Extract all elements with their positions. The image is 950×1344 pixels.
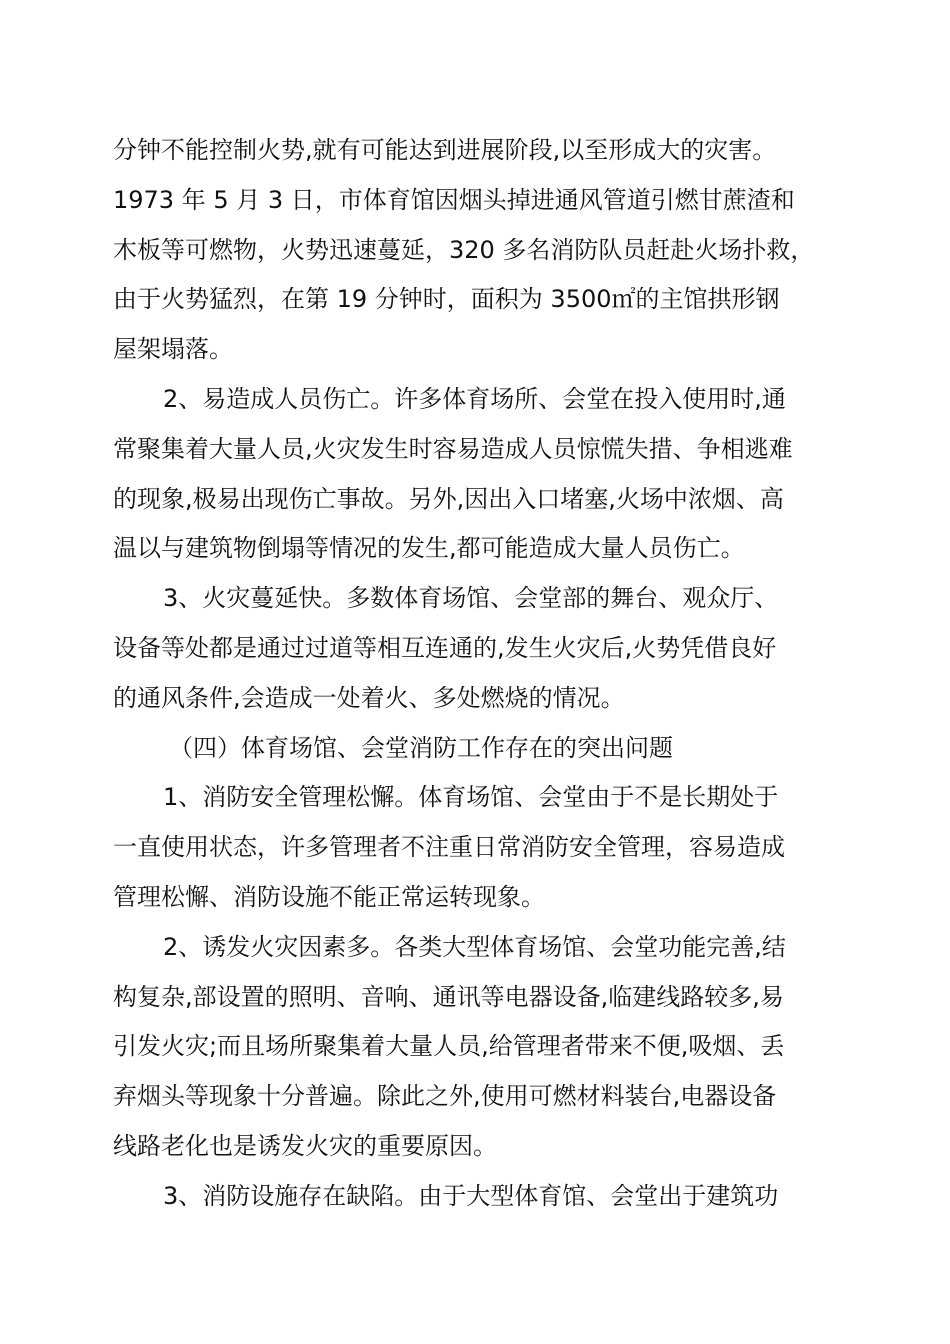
text-line: 由于火势猛烈，在第 19 分钟时，面积为 3500㎡的主馆拱形钢 — [113, 285, 780, 314]
text-line: 弃烟头等现象十分普遍。除此之外,使用可燃材料装台,电器设备 — [113, 1082, 777, 1111]
paragraph-start-line: 3、火灾蔓延快。多数体育场馆、会堂部的舞台、观众厅、 — [163, 584, 779, 613]
text-line: 管理松懈、消防设施不能正常运转现象。 — [113, 882, 545, 911]
text-line: 屋架塌落。 — [113, 335, 233, 364]
text-line: 的现象,极易出现伤亡事故。另外,因出入口堵塞,火场中浓烟、高 — [113, 484, 784, 513]
paragraph-start-line: 2、诱发火灾因素多。各类大型体育场馆、会堂功能完善,结 — [163, 932, 786, 961]
text-line: 温以与建筑物倒塌等情况的发生,都可能造成大量人员伤亡。 — [113, 534, 745, 563]
text-line: 1973 年 5 月 3 日，市体育馆因烟头掉进通风管道引燃甘蔗渣和 — [113, 185, 795, 214]
text-line: 线路老化也是诱发火灾的重要原因。 — [113, 1131, 497, 1160]
paragraph-start-line: 3、消防设施存在缺陷。由于大型体育馆、会堂出于建筑功 — [163, 1181, 779, 1210]
section-heading: （四）体育场馆、会堂消防工作存在的突出问题 — [169, 733, 673, 762]
paragraph-start-line: 2、易造成人员伤亡。许多体育场所、会堂在投入使用时,通 — [163, 384, 786, 413]
text-line: 的通风条件,会造成一处着火、多处燃烧的情况。 — [113, 683, 625, 712]
text-line: 设备等处都是通过过道等相互连通的,发生火灾后,火势凭借良好 — [113, 633, 777, 662]
text-line: 木板等可燃物，火势迅速蔓延，320 多名消防队员赶赴火场扑救， — [113, 235, 815, 264]
text-line: 一直使用状态，许多管理者不注重日常消防安全管理，容易造成 — [113, 833, 785, 862]
text-line: 分钟不能控制火势,就有可能达到进展阶段,以至形成大的灾害。 — [113, 136, 777, 164]
document-page — [113, 126, 843, 1222]
paragraph-start-line: 1、消防安全管理松懈。体育场馆、会堂由于不是长期处于 — [163, 783, 779, 812]
text-line: 常聚集着大量人员,火灾发生时容易造成人员惊慌失措、争相逃难 — [113, 434, 793, 463]
text-line: 构复杂,部设置的照明、音响、通讯等电器设备,临建线路较多,易 — [113, 982, 784, 1011]
text-line: 引发火灾;而且场所聚集着大量人员,给管理者带来不便,吸烟、丢 — [113, 1032, 785, 1061]
